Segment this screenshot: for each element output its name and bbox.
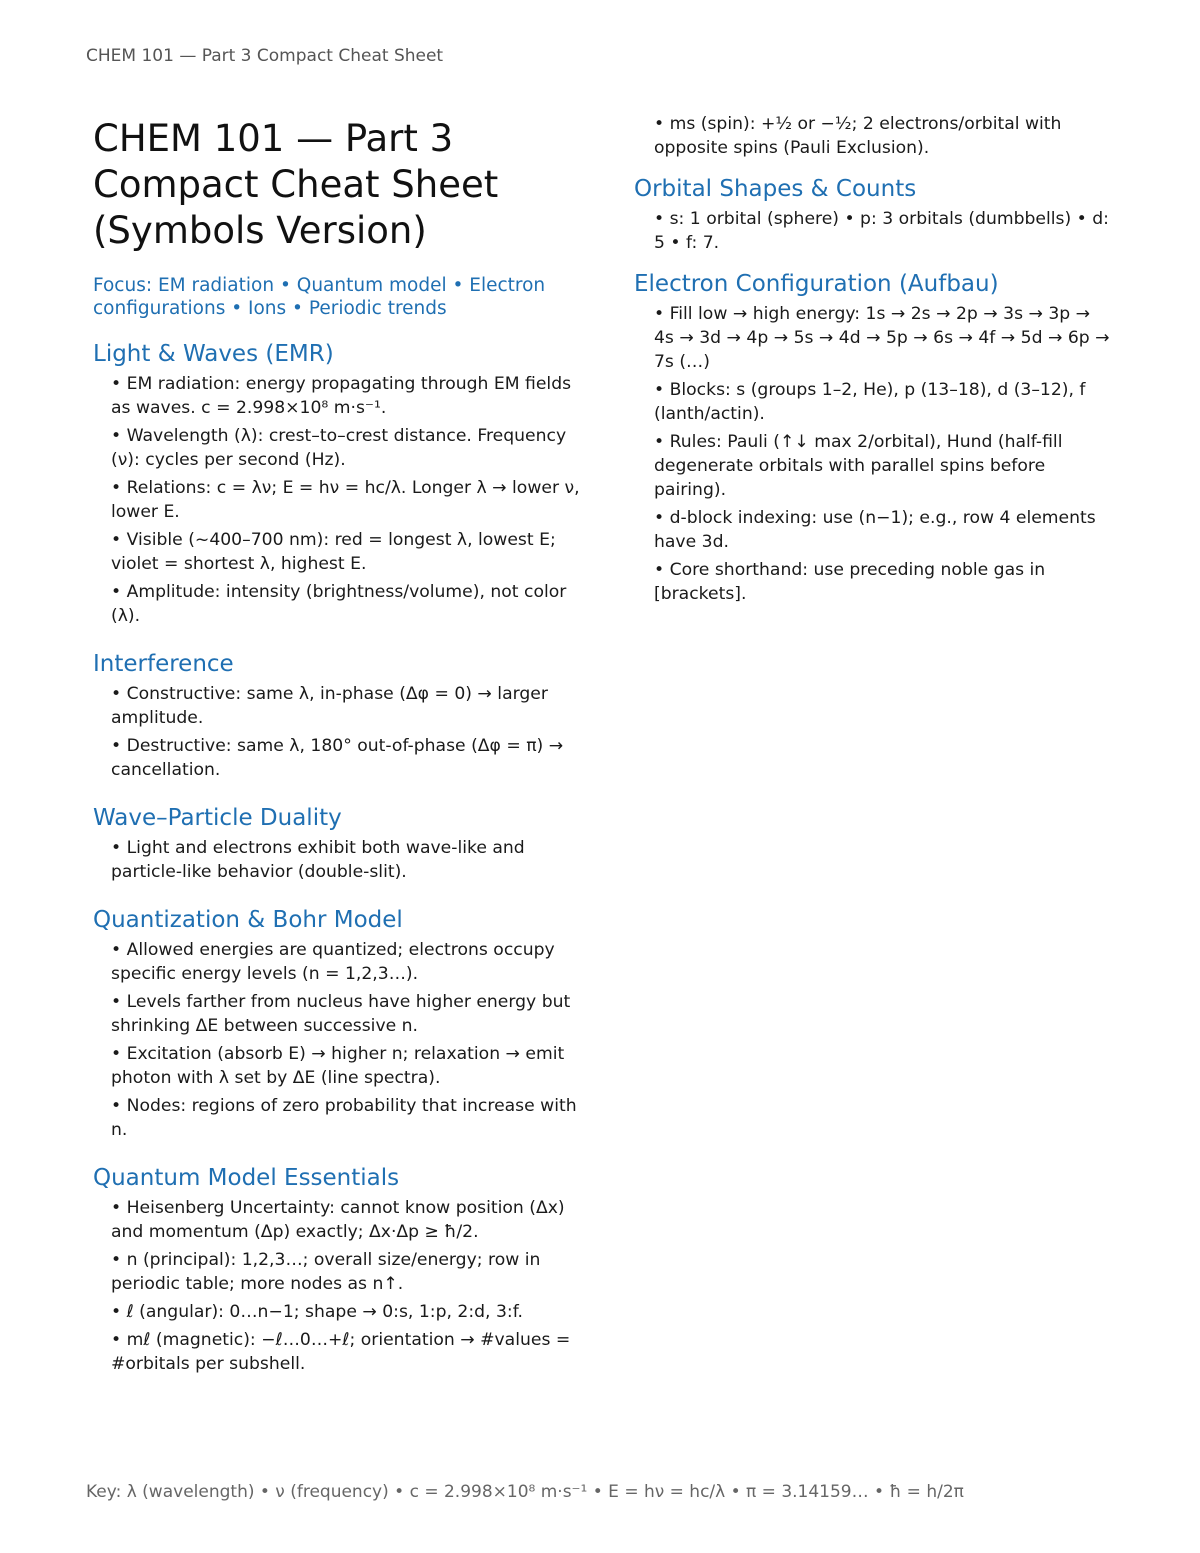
list-item: • Nodes: regions of zero probability that increase with n. <box>111 1096 577 1140</box>
section-heading-orbital-shapes: Orbital Shapes & Counts <box>634 176 917 202</box>
list-item: • ms (spin): +½ or −½; 2 electrons/orbital with opposite spins (Pauli Exclusion). <box>654 114 1062 158</box>
right-column <box>634 112 1114 610</box>
running-header: CHEM 101 — Part 3 Compact Cheat Sheet <box>86 46 444 66</box>
list-item: • Rules: Pauli (↑↓ max 2/orbital), Hund (half-fill degenerate orbitals with parallel spins before pairing). <box>654 432 1063 500</box>
section-list-quantum-model <box>93 1196 583 1376</box>
title-line-2: Compact Cheat Sheet <box>93 163 499 206</box>
focus-line: Focus: EM radiation • Quantum model • Electron configurations • Ions • Periodic trends <box>93 275 546 319</box>
section-heading-interference: Interference <box>93 651 234 677</box>
section-list-interference <box>93 682 583 782</box>
list-item: • Relations: c = λν; E = hν = hc/λ. Longer λ → lower ν, lower E. <box>111 478 580 522</box>
list-item: • Allowed energies are quantized; electrons occupy specific energy levels (n = 1,2,3…). <box>111 940 555 984</box>
section-heading-electron-configuration: Electron Configuration (Aufbau) <box>634 271 999 297</box>
document-title <box>93 116 583 254</box>
list-item: • mℓ (magnetic): −ℓ…0…+ℓ; orientation → #values = #orbitals per subshell. <box>111 1330 571 1374</box>
list-item: • Levels farther from nucleus have higher energy but shrinking ΔE between successive n. <box>111 992 571 1036</box>
list-item: • Wavelength (λ): crest–to–crest distance. Frequency (ν): cycles per second (Hz). <box>111 426 567 470</box>
section-list-light-waves <box>93 372 583 628</box>
list-item: • s: 1 orbital (sphere) • p: 3 orbitals (dumbbells) • d: 5 • f: 7. <box>654 209 1109 253</box>
list-item: • Fill low → high energy: 1s → 2s → 2p → 3s → 3p → 4s → 3d → 4p → 5s → 4d → 5p → 6s → 4f → 5d → 6p → 7s (…) <box>654 304 1110 372</box>
list-item: • Excitation (absorb E) → higher n; relaxation → emit photon with λ set by ΔE (line spectra). <box>111 1044 565 1088</box>
continued-list-quantum-model <box>634 112 1114 160</box>
list-item: • Blocks: s (groups 1–2, He), p (13–18), d (3–12), f (lanth/actin). <box>654 380 1086 424</box>
section-list-quantization-bohr <box>93 938 583 1142</box>
list-item: • Heisenberg Uncertainty: cannot know position (Δx) and momentum (Δp) exactly; Δx·Δp ≥ ħ/2. <box>111 1198 565 1242</box>
list-item: • n (principal): 1,2,3…; overall size/energy; row in periodic table; more nodes as n↑. <box>111 1250 541 1294</box>
section-heading-wave-particle: Wave–Particle Duality <box>93 805 342 831</box>
footer-key: Key: λ (wavelength) • ν (frequency) • c = 2.998×10⁸ m·s⁻¹ • E = hν = hc/λ • π = 3.14159… • ħ = h/2π <box>86 1482 964 1502</box>
title-line-3: (Symbols Version) <box>93 209 427 252</box>
list-item: • Visible (~400–700 nm): red = longest λ, lowest E; violet = shortest λ, highest E. <box>111 530 556 574</box>
section-heading-quantum-model: Quantum Model Essentials <box>93 1165 400 1191</box>
section-heading-quantization-bohr: Quantization & Bohr Model <box>93 907 403 933</box>
section-list-electron-configuration <box>634 302 1114 606</box>
title-line-1: CHEM 101 — Part 3 <box>93 117 454 160</box>
list-item: • Destructive: same λ, 180° out-of-phase (Δφ = π) → cancellation. <box>111 736 564 780</box>
list-item: • Light and electrons exhibit both wave-like and particle-like behavior (double-slit). <box>111 838 525 882</box>
list-item: • Constructive: same λ, in-phase (Δφ = 0) → larger amplitude. <box>111 684 548 728</box>
list-item: • d-block indexing: use (n−1); e.g., row 4 elements have 3d. <box>654 508 1096 552</box>
list-item: • ℓ (angular): 0…n−1; shape → 0:s, 1:p, 2:d, 3:f. <box>111 1302 523 1322</box>
list-item: • Amplitude: intensity (brightness/volume), not color (λ). <box>111 582 567 626</box>
section-list-wave-particle <box>93 836 583 884</box>
section-list-orbital-shapes <box>634 207 1114 255</box>
left-column <box>93 116 583 1380</box>
section-heading-light-waves: Light & Waves (EMR) <box>93 341 334 367</box>
list-item: • EM radiation: energy propagating through EM fields as waves. c = 2.998×10⁸ m·s⁻¹. <box>111 374 572 418</box>
list-item: • Core shorthand: use preceding noble gas in [brackets]. <box>654 560 1046 604</box>
